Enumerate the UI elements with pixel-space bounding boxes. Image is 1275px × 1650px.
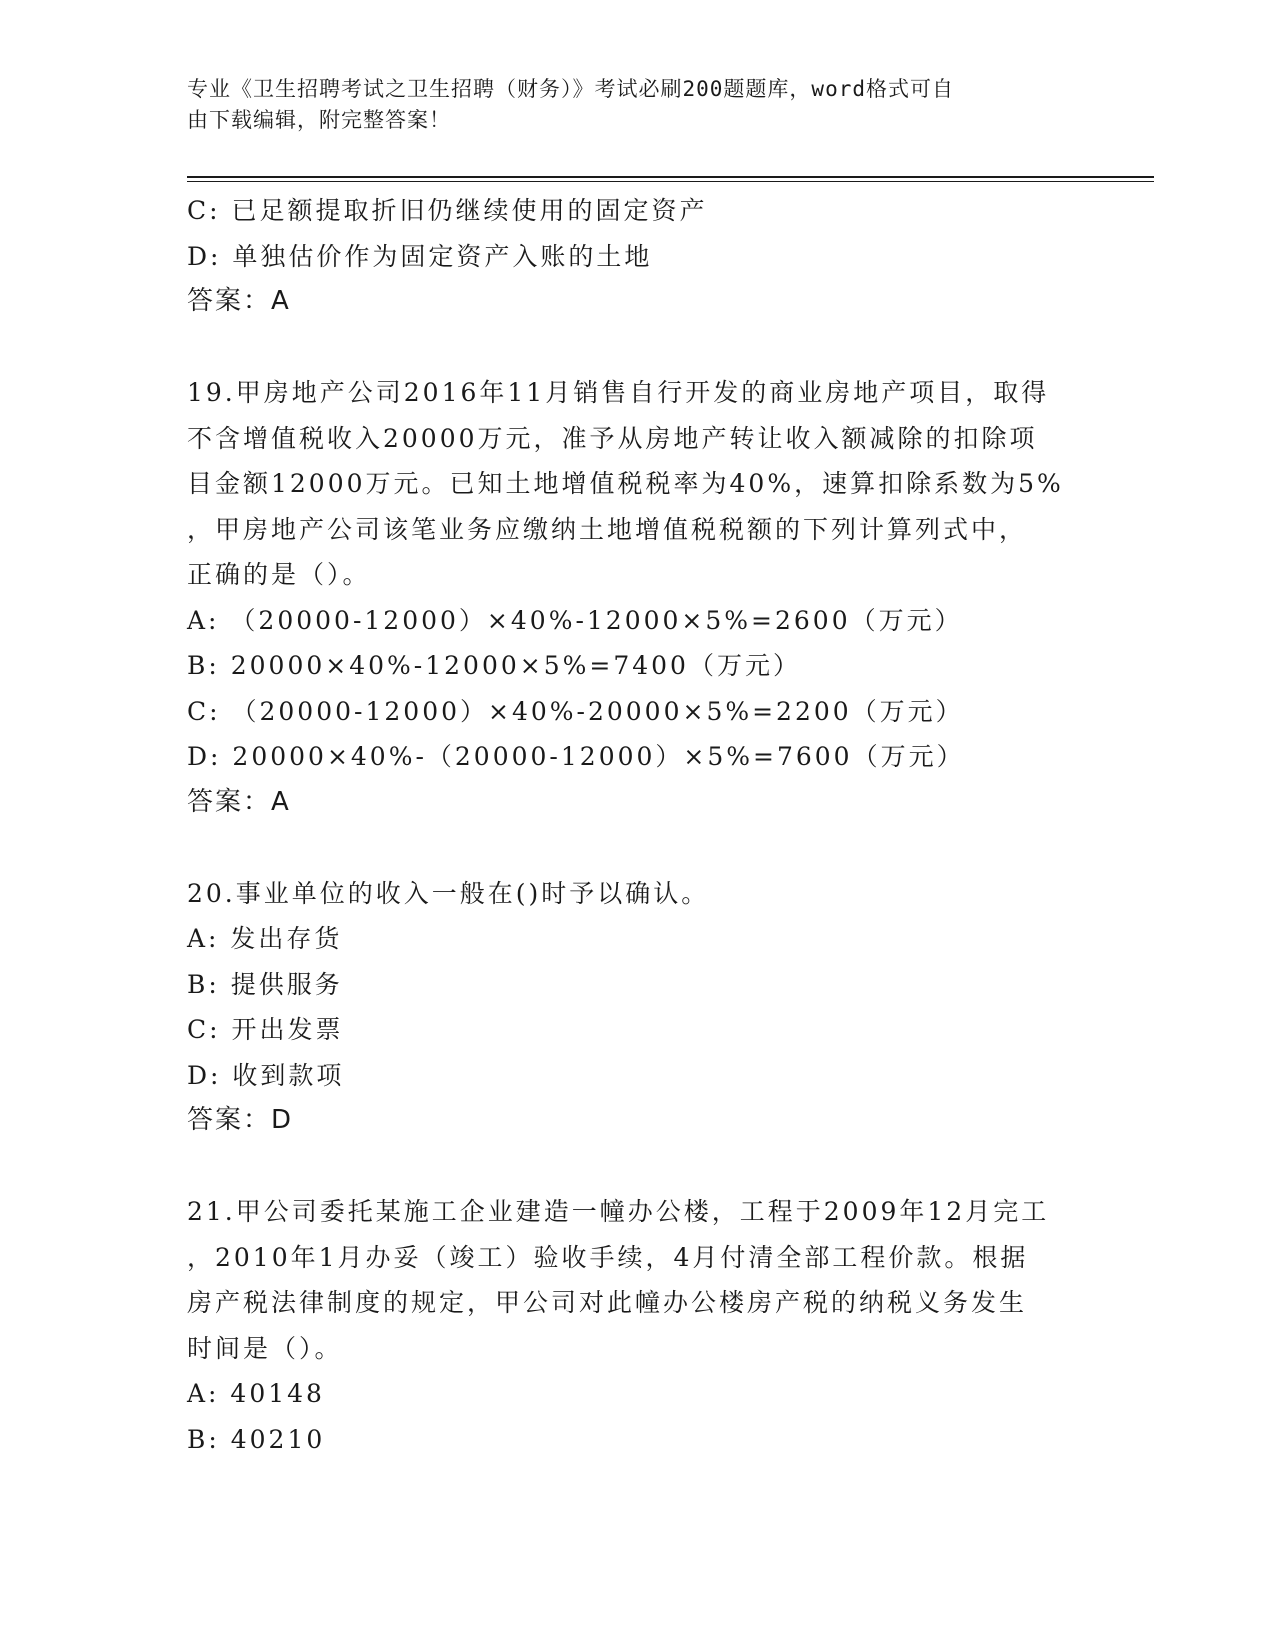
q21-stem-line: 时间是（）。: [187, 1333, 343, 1363]
header-line-1: 专业《卫生招聘考试之卫生招聘（财务）》考试必刷200题题库，word格式可自: [187, 77, 954, 101]
q18-answer: 答案：A: [187, 286, 291, 316]
question-19: [187, 370, 1087, 825]
q21-option-a: A: 40148: [187, 1379, 325, 1408]
q19-option-c: C: （20000-12000）×40%-20000×5%=2200（万元）: [187, 696, 964, 726]
q19-stem-line: 正确的是（）。: [187, 560, 371, 589]
q21-stem-line: 房产税法律制度的规定，甲公司对此幢办公楼房产税的纳税义务发生: [187, 1288, 1028, 1317]
q19-stem-line: 目金额12000万元。已知土地增值税税率为40%，速算扣除系数为5%: [187, 469, 1064, 498]
question-20: [187, 871, 1087, 1144]
q21-option-b: B: 40210: [187, 1424, 326, 1454]
q19-option-d: D: 20000×40%-（20000-12000）×5%=7600（万元）: [187, 742, 965, 771]
document-body: [187, 188, 1087, 1462]
q20-option-a: A: 发出存货: [187, 924, 343, 953]
header-divider-thick: [187, 176, 1154, 178]
q18-option-d: D: 单独估价作为固定资产入账的土地: [187, 241, 653, 271]
q21-stem-line: 21.甲公司委托某施工企业建造一幢办公楼，工程于2009年12月完工: [187, 1197, 1050, 1226]
question-18: [187, 188, 1087, 325]
q19-answer: 答案：A: [187, 786, 291, 817]
q21-stem-line: ，2010年1月办妥（竣工）验收手续，4月付清全部工程价款。根据: [187, 1242, 1029, 1272]
q20-option-b: B: 提供服务: [187, 969, 343, 999]
question-21: [187, 1189, 1087, 1462]
q19-option-b: B: 20000×40%-12000×5%=7400（万元）: [187, 651, 801, 680]
q20-stem: 20.事业单位的收入一般在()时予以确认。: [187, 878, 710, 908]
header-line-2: 由下载编辑，附完整答案！: [187, 108, 451, 132]
q20-option-d: D: 收到款项: [187, 1060, 345, 1090]
question-gap: [187, 325, 1087, 371]
q19-stem-line: 19.甲房地产公司2016年11月销售自行开发的商业房地产项目，取得: [187, 378, 1050, 407]
q20-answer: 答案：D: [187, 1105, 294, 1135]
q19-stem-line: ，甲房地产公司该笔业务应缴纳土地增值税税额的下列计算列式中，: [187, 514, 1028, 544]
document-header: [187, 74, 1067, 136]
q18-option-c: C: 已足额提取折旧仍继续使用的固定资产: [187, 196, 708, 225]
question-gap: [187, 1144, 1087, 1190]
q19-stem-line: 不含增值税收入20000万元，准予从房地产转让收入额减除的扣除项: [187, 423, 1038, 453]
q19-option-a: A: （20000-12000）×40%-12000×5%=2600（万元）: [187, 605, 963, 635]
q20-option-c: C: 开出发票: [187, 1015, 344, 1044]
question-gap: [187, 825, 1087, 871]
header-divider-thin: [187, 181, 1154, 182]
